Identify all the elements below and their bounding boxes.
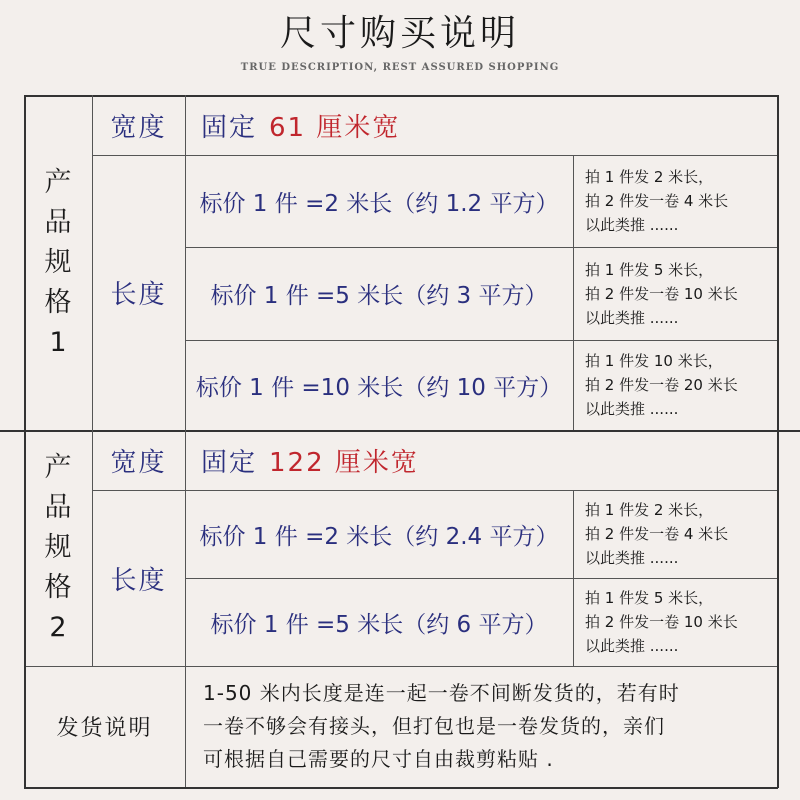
spec1-row1-notes-cell xyxy=(573,155,777,247)
spec1-row2-price: 标价 1 件 =5 米长（约 3 平方） xyxy=(210,283,548,309)
spec1-row2-notes: 拍 1 件发 5 米长， 拍 2 件发一卷 10 米长 以此类推 ...... xyxy=(585,260,738,327)
page-title: 尺寸购买说明 xyxy=(279,13,520,54)
spec2-name-cell xyxy=(24,430,92,666)
spec2-row2-price-cell xyxy=(185,578,573,666)
shipping-label: 发货说明 xyxy=(56,716,153,741)
spec1-row1-price: 标价 1 件 =2 米长（约 1.2 平方） xyxy=(199,190,559,217)
spec1-row3-notes: 拍 1 件发 10 米长， 拍 2 件发一卷 20 米长 以此类推 ...... xyxy=(585,352,738,418)
spec1-length-label: 长度 xyxy=(110,280,167,310)
spec1-row1-notes: 拍 1 件发 2 米长， 拍 2 件发一卷 4 米长 以此类推 ...... xyxy=(585,168,729,234)
spec1-row1-price-cell xyxy=(185,155,573,247)
shipping-label-cell xyxy=(24,666,185,787)
spec1-row3-price-cell xyxy=(185,340,573,430)
spec1-row3-notes-cell xyxy=(573,340,777,430)
spec2-width-prefix: 固定 xyxy=(201,447,258,478)
spec1-width-label: 宽度 xyxy=(110,112,167,143)
spec2-row2-notes: 拍 1 件发 5 米长， 拍 2 件发一卷 10 米长 以此类推 ...... xyxy=(585,589,738,655)
spec2-row1-notes: 拍 1 件发 2 米长， 拍 2 件发一卷 4 米长 以此类推 ...... xyxy=(585,501,729,567)
spec2-row1-notes-cell xyxy=(573,490,777,578)
spec1-name: 产 品 规 格 1 xyxy=(44,166,72,358)
spec1-width-prefix: 固定 xyxy=(201,112,258,143)
spec2-length-label-cell xyxy=(92,490,185,666)
spec2-width-value-cell xyxy=(185,430,777,490)
spec1-row2-notes-cell xyxy=(573,247,777,340)
spec2-row1-price-cell xyxy=(185,490,573,578)
spec1-width-label-cell xyxy=(92,95,185,155)
shipping-text: 1-50 米内长度是连一起一卷不间断发货的，若有时 一卷不够会有接头，但打包也是一卷发货的，亲们 可根据自己需要的尺寸自由裁剪粘贴 . xyxy=(203,681,680,771)
spec2-row2-price: 标价 1 件 =5 米长（约 6 平方） xyxy=(210,611,548,638)
spec2-name: 产 品 规 格 2 xyxy=(44,452,72,643)
spec1-row2-price-cell xyxy=(185,247,573,340)
table-bottom-border xyxy=(24,787,778,789)
spec1-length-label-cell xyxy=(92,155,185,430)
spec2-row2-notes-cell xyxy=(573,578,777,666)
spec2-width-value: 122 厘米宽 xyxy=(269,447,419,478)
table-right-border xyxy=(777,95,779,788)
spec1-row3-price: 标价 1 件 =10 米长（约 10 平方） xyxy=(195,374,563,401)
spec2-length-label: 长度 xyxy=(110,565,167,596)
spec2-row1-price: 标价 1 件 =2 米长（约 2.4 平方） xyxy=(199,523,559,550)
spec1-width-value: 61 厘米宽 xyxy=(269,112,401,143)
spec1-name-cell xyxy=(24,95,92,430)
spec1-width-value-cell xyxy=(185,95,777,155)
page-subtitle: TRUE DESCRIPTION, REST ASSURED SHOPPING xyxy=(240,62,560,73)
shipping-text-cell xyxy=(185,666,777,787)
spec2-width-label-cell xyxy=(92,430,185,490)
spec2-width-label: 宽度 xyxy=(110,447,167,478)
